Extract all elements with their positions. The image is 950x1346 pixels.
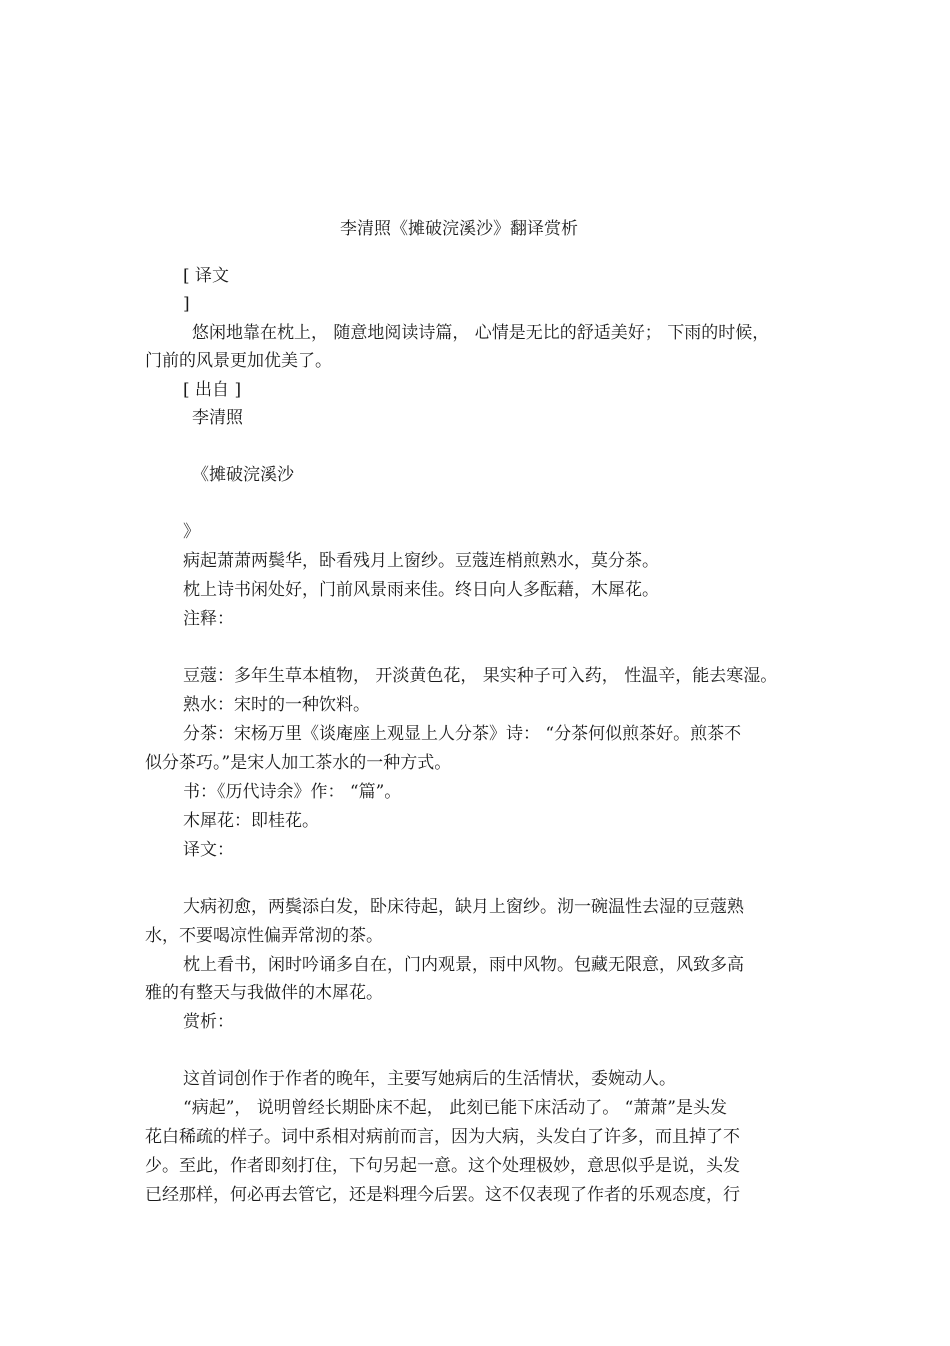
poem-title-open: 《摊破浣溪沙 [192, 465, 294, 485]
note-line: 木犀花：即桂花。 [183, 811, 319, 831]
paragraph-line: 雅的有整天与我做伴的木犀花。 [145, 983, 383, 1003]
paragraph-line: 已经那样，何必再去管它，还是料理今后罢。这不仅表现了作者的乐观态度，行 [145, 1185, 740, 1205]
poem-title-close: 》 [183, 522, 200, 542]
note-line: 似分茶巧。”是宋人加工茶水的一种方式。 [145, 753, 452, 773]
poem-line: 枕上诗书闲处好，门前风景雨来佳。终日向人多酝藉，木犀花。 [183, 580, 659, 600]
paragraph-line: 悠闲地靠在枕上， 随意地阅读诗篇， 心情是无比的舒适美好； 下雨的时候， [192, 323, 770, 343]
author-name: 李清照 [192, 408, 243, 428]
section-label-appreciation: 赏析： [183, 1012, 234, 1032]
note-line: 熟水：宋时的一种饮料。 [183, 695, 370, 715]
section-label-translation-close: ] [183, 294, 190, 314]
paragraph-line: 少。至此，作者即刻打住，下句另起一意。这个处理极妙，意思似乎是说，头发 [145, 1156, 740, 1176]
note-line: 豆蔻：多年生草本植物， 开淡黄色花， 果实种子可入药， 性温辛，能去寒湿。 [183, 666, 778, 686]
page-title: 李清照《摊破浣溪沙》翻译赏析 [340, 219, 578, 239]
paragraph-line: “病起”， 说明曾经长期卧床不起， 此刻已能下床活动了。 “萧萧”是头发 [183, 1098, 727, 1118]
paragraph-line: 花白稀疏的样子。词中系相对病前而言，因为大病，头发白了许多，而且掉了不 [145, 1127, 740, 1147]
paragraph-line: 这首词创作于作者的晚年，主要写她病后的生活情状，委婉动人。 [183, 1069, 676, 1089]
section-label-notes: 注释： [183, 609, 234, 629]
section-label-translation-open: [ 译文 [183, 266, 230, 286]
section-label-translation: 译文： [183, 840, 234, 860]
paragraph-line: 门前的风景更加优美了。 [145, 351, 332, 371]
paragraph-line: 大病初愈，两鬓添白发，卧床待起，缺月上窗纱。沏一碗温性去湿的豆蔻熟 [183, 897, 744, 917]
paragraph-line: 枕上看书，闲时吟诵多自在，门内观景，雨中风物。包藏无限意，风致多高 [183, 955, 744, 975]
poem-line: 病起萧萧两鬓华，卧看残月上窗纱。豆蔻连梢煎熟水，莫分茶。 [183, 551, 659, 571]
paragraph-line: 水，不要喝凉性偏弄常沏的茶。 [145, 926, 383, 946]
section-label-source: [ 出自 ] [183, 380, 242, 400]
note-line: 分茶：宋杨万里《谈庵座上观显上人分茶》诗： “分茶何似煎茶好。煎茶不 [183, 724, 742, 744]
note-line: 书：《历代诗余》作： “篇”。 [183, 782, 402, 802]
